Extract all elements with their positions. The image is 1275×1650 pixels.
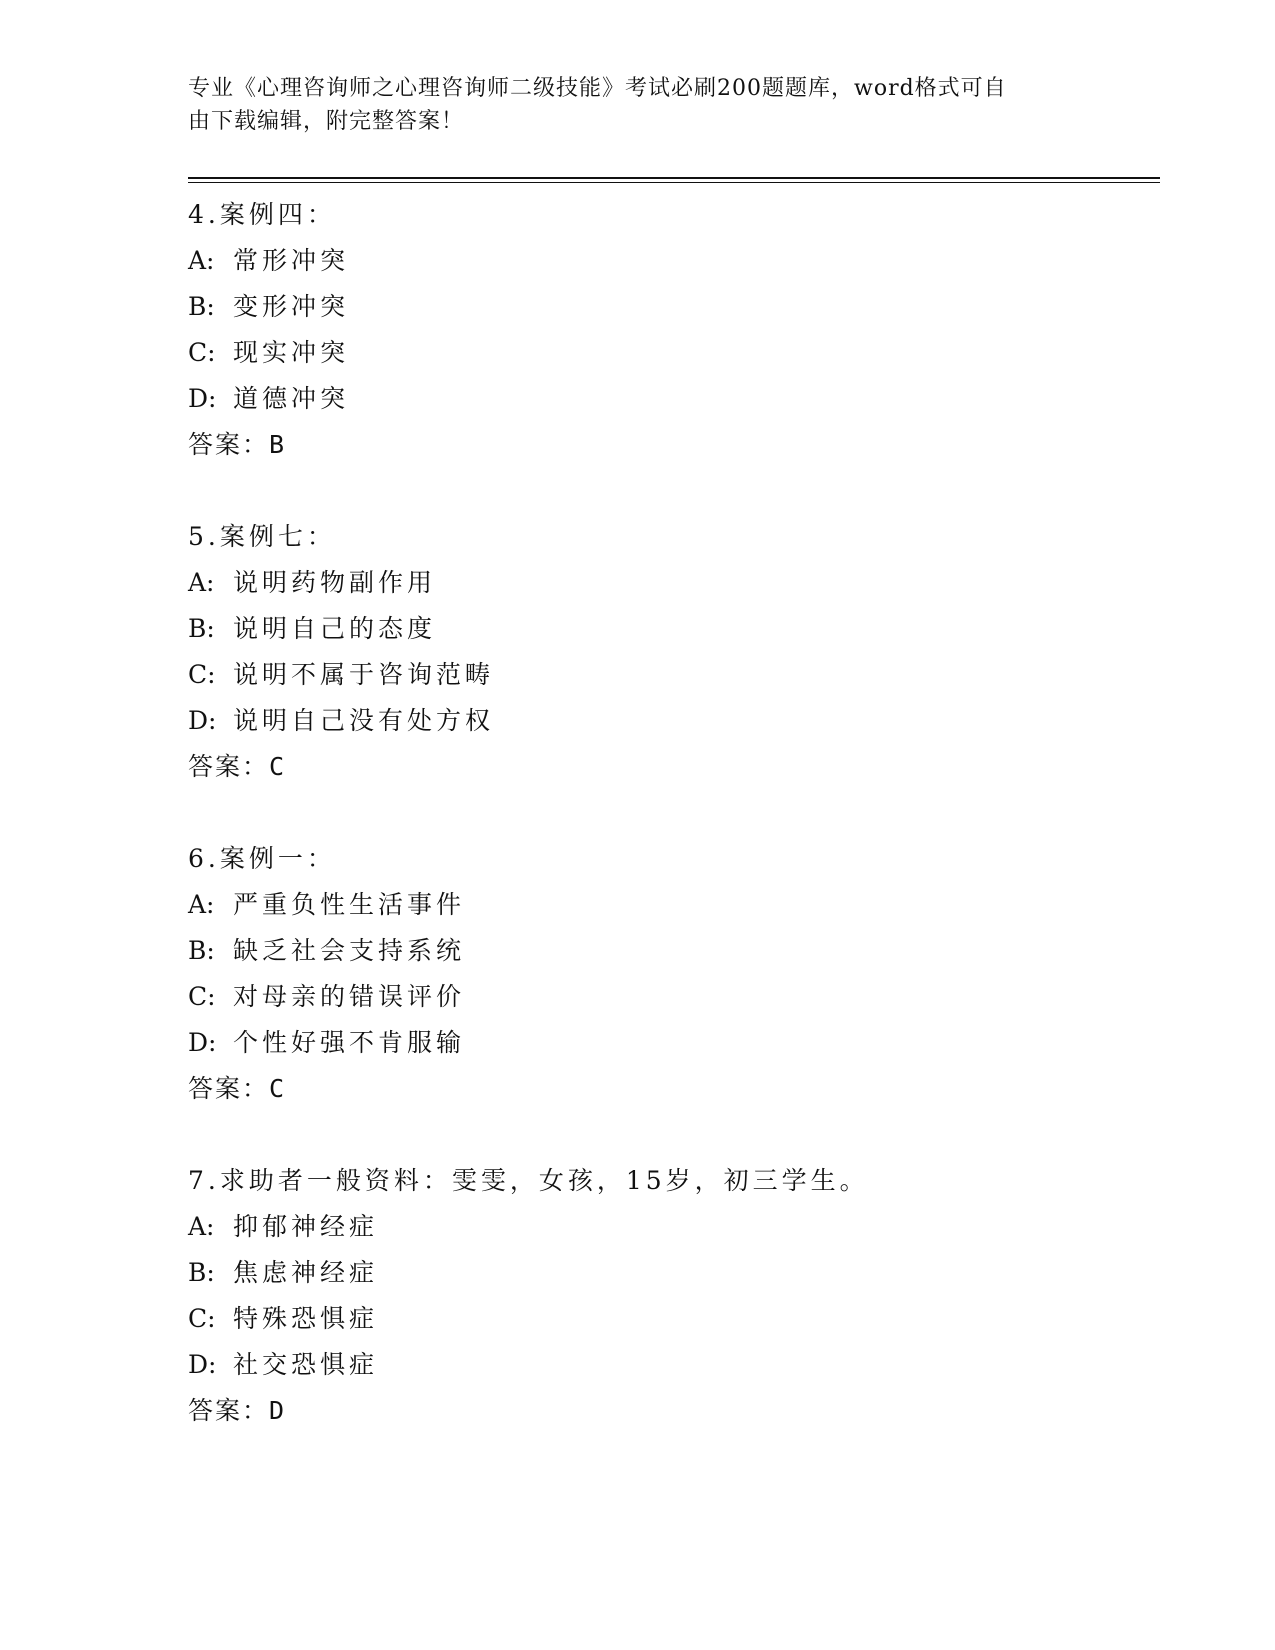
answer-line: 答案：C: [188, 1074, 287, 1103]
option-text: 特殊恐惧症: [233, 1304, 379, 1333]
option-c: [188, 974, 1160, 1020]
document-header: [188, 72, 1068, 138]
option-letter: B:: [188, 936, 215, 965]
option-c: [188, 1296, 1160, 1342]
option-c: [188, 652, 1160, 698]
question-list: [188, 192, 1160, 1480]
option-text: 现实冲突: [233, 338, 350, 367]
option-letter: B:: [188, 292, 215, 321]
question-item: [188, 836, 1160, 1112]
option-text: 说明自己没有处方权: [233, 706, 495, 735]
option-text: 严重负性生活事件: [233, 890, 466, 919]
option-letter: C:: [188, 982, 216, 1011]
question-stem: 5.案例七：: [188, 522, 336, 551]
question-item: [188, 1158, 1160, 1434]
option-b: [188, 1250, 1160, 1296]
option-text: 说明不属于咨询范畴: [233, 660, 495, 689]
header-divider-thick: [188, 177, 1160, 179]
option-a: [188, 882, 1160, 928]
option-text: 变形冲突: [233, 292, 350, 321]
option-text: 社交恐惧症: [233, 1350, 379, 1379]
option-c: [188, 330, 1160, 376]
answer-line: 答案：D: [188, 1396, 287, 1425]
option-a: [188, 238, 1160, 284]
option-text: 焦虑神经症: [233, 1258, 379, 1287]
option-text: 说明药物副作用: [233, 568, 437, 597]
option-letter: C:: [188, 660, 216, 689]
option-a: [188, 560, 1160, 606]
option-text: 对母亲的错误评价: [233, 982, 466, 1011]
question-item: [188, 192, 1160, 468]
answer-line: 答案：B: [188, 430, 287, 459]
option-text: 说明自己的态度: [233, 614, 437, 643]
header-divider-thin: [188, 182, 1160, 183]
option-letter: A:: [188, 890, 215, 919]
question-stem: 6.案例一：: [188, 844, 336, 873]
option-d: [188, 376, 1160, 422]
option-a: [188, 1204, 1160, 1250]
option-text: 个性好强不肯服输: [233, 1028, 466, 1057]
option-letter: D:: [188, 1028, 217, 1057]
option-letter: A:: [188, 1212, 215, 1241]
option-d: [188, 698, 1160, 744]
option-d: [188, 1342, 1160, 1388]
option-letter: C:: [188, 338, 216, 367]
question-stem: 4.案例四：: [188, 200, 336, 229]
option-letter: A:: [188, 568, 215, 597]
header-line-1: 专业《心理咨询师之心理咨询师二级技能》考试必刷200题题库，word格式可自: [188, 76, 1007, 101]
question-item: [188, 514, 1160, 790]
header-line-2: 由下载编辑，附完整答案！: [188, 109, 465, 134]
answer-line: 答案：C: [188, 752, 287, 781]
option-letter: A:: [188, 246, 215, 275]
option-b: [188, 928, 1160, 974]
option-text: 缺乏社会支持系统: [233, 936, 466, 965]
question-stem: 7.求助者一般资料：雯雯，女孩，15岁，初三学生。: [188, 1166, 869, 1195]
option-letter: D:: [188, 384, 217, 413]
option-b: [188, 284, 1160, 330]
option-text: 常形冲突: [233, 246, 350, 275]
option-letter: B:: [188, 614, 215, 643]
option-letter: C:: [188, 1304, 216, 1333]
option-text: 抑郁神经症: [233, 1212, 379, 1241]
option-letter: D:: [188, 706, 217, 735]
option-letter: B:: [188, 1258, 215, 1287]
option-b: [188, 606, 1160, 652]
option-d: [188, 1020, 1160, 1066]
option-text: 道德冲突: [233, 384, 350, 413]
option-letter: D:: [188, 1350, 217, 1379]
